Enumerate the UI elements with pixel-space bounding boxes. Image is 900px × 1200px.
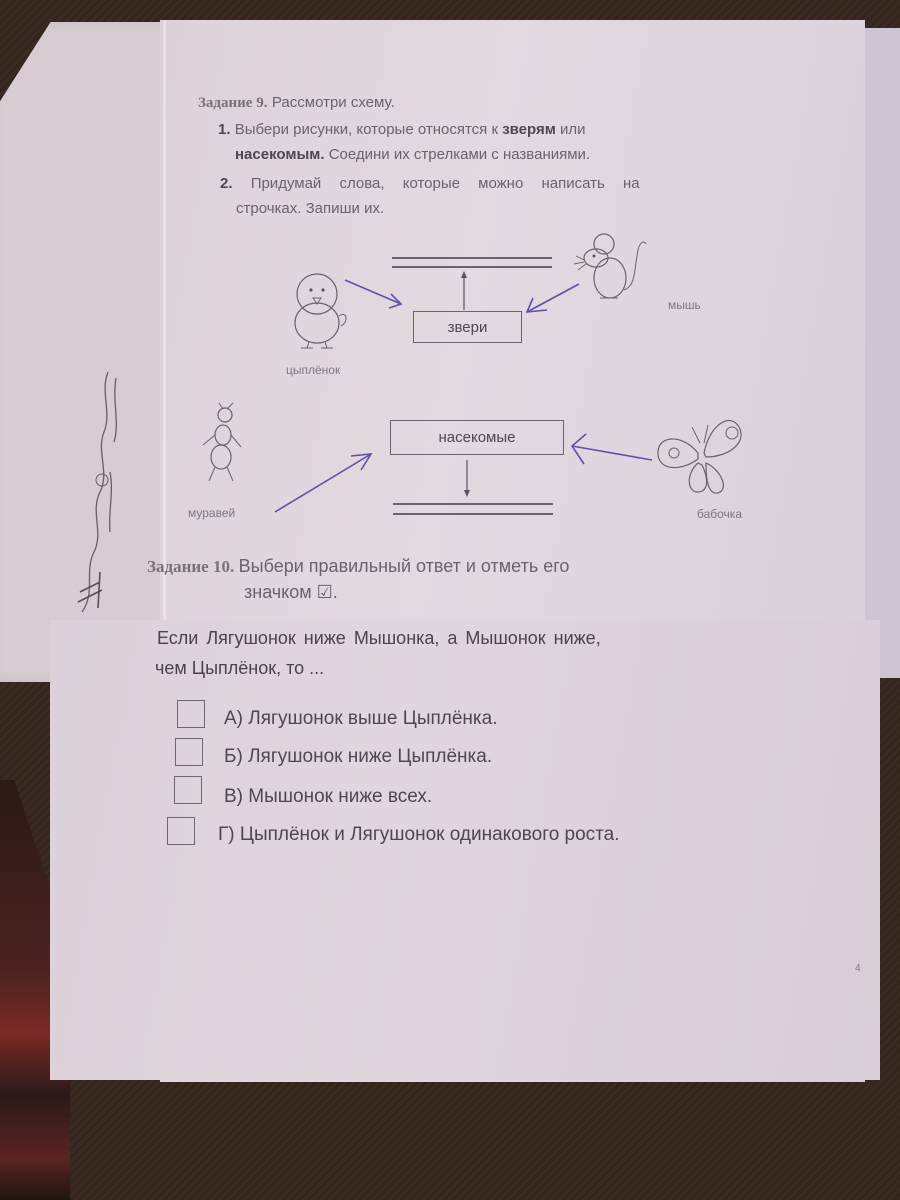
handwritten-arrow-mouse <box>525 284 605 334</box>
answer-line-animals-2[interactable] <box>392 266 552 268</box>
item-text: или <box>555 121 586 138</box>
mouse-label: мышь <box>668 298 701 312</box>
animals-box-label: звери <box>447 318 488 336</box>
arrow-down-icon <box>462 460 472 500</box>
chick-icon <box>283 268 353 348</box>
bold-word: зверям <box>502 121 556 138</box>
task9-item2-line1 <box>220 175 640 192</box>
task9-title: Задание 9. <box>198 95 268 111</box>
chick-label: цыплёнок <box>286 363 341 377</box>
ant-icon <box>197 405 247 485</box>
question-line2: чем Цыплёнок, то ... <box>155 658 325 678</box>
butterfly-label: бабочка <box>697 507 742 521</box>
answer-line-animals-1[interactable] <box>392 257 552 259</box>
handwritten-arrow-chick <box>345 280 465 340</box>
paper-fold <box>163 20 166 620</box>
task9-header <box>198 94 395 112</box>
task10-header <box>147 556 569 577</box>
task9-item2-line2: строчках. Запиши их. <box>236 200 385 217</box>
task10-instruction: Выбери правильный ответ и отметь его <box>238 556 570 576</box>
item-text: Соедини их стрелками с названиями. <box>324 146 591 163</box>
answer-line-insects-1[interactable] <box>393 503 553 505</box>
task9-item1-line2 <box>235 146 590 163</box>
option-g-label[interactable]: Г) Цыплёнок и Лягушонок одинакового роста. <box>218 824 620 845</box>
item-number: 2. <box>220 175 233 192</box>
item-text: Придумай слова, которые можно написать на <box>250 175 640 192</box>
option-a-checkbox[interactable] <box>177 700 205 728</box>
butterfly-icon <box>652 413 752 503</box>
option-v-checkbox[interactable] <box>174 776 202 804</box>
task9-item1-line1 <box>218 121 586 138</box>
option-b-label[interactable]: Б) Лягушонок ниже Цыплёнка. <box>224 746 493 767</box>
option-b-checkbox[interactable] <box>175 738 203 766</box>
option-g-checkbox[interactable] <box>167 817 195 845</box>
option-a-label[interactable]: А) Лягушонок выше Цыплёнка. <box>224 708 498 729</box>
task10-instruction-line2: значком ☑. <box>244 582 338 602</box>
handwritten-arrow-ant <box>275 452 385 522</box>
answer-line-insects-2[interactable] <box>393 513 553 515</box>
option-v-label[interactable]: В) Мышонок ниже всех. <box>224 786 433 807</box>
bold-word: насекомым. <box>235 146 325 163</box>
handwritten-arrow-butterfly <box>570 432 660 472</box>
item-text: Выбери рисунки, которые относятся к <box>234 121 503 138</box>
task9-intro: Рассмотри схему. <box>271 94 395 111</box>
question-line1: Если Лягушонок ниже Мышонка, а Мышонок ниже, <box>157 628 601 648</box>
task10-title: Задание 10. <box>147 557 235 576</box>
item-number: 1. <box>218 121 231 138</box>
worksheet-page-lower <box>50 620 880 1080</box>
ant-label: муравей <box>188 506 236 520</box>
insects-box <box>390 420 564 455</box>
right-paper-edge <box>865 28 900 678</box>
page-number: 4 <box>855 963 861 974</box>
doodle-sketch <box>60 372 120 612</box>
insects-box-label: насекомые <box>438 429 516 446</box>
